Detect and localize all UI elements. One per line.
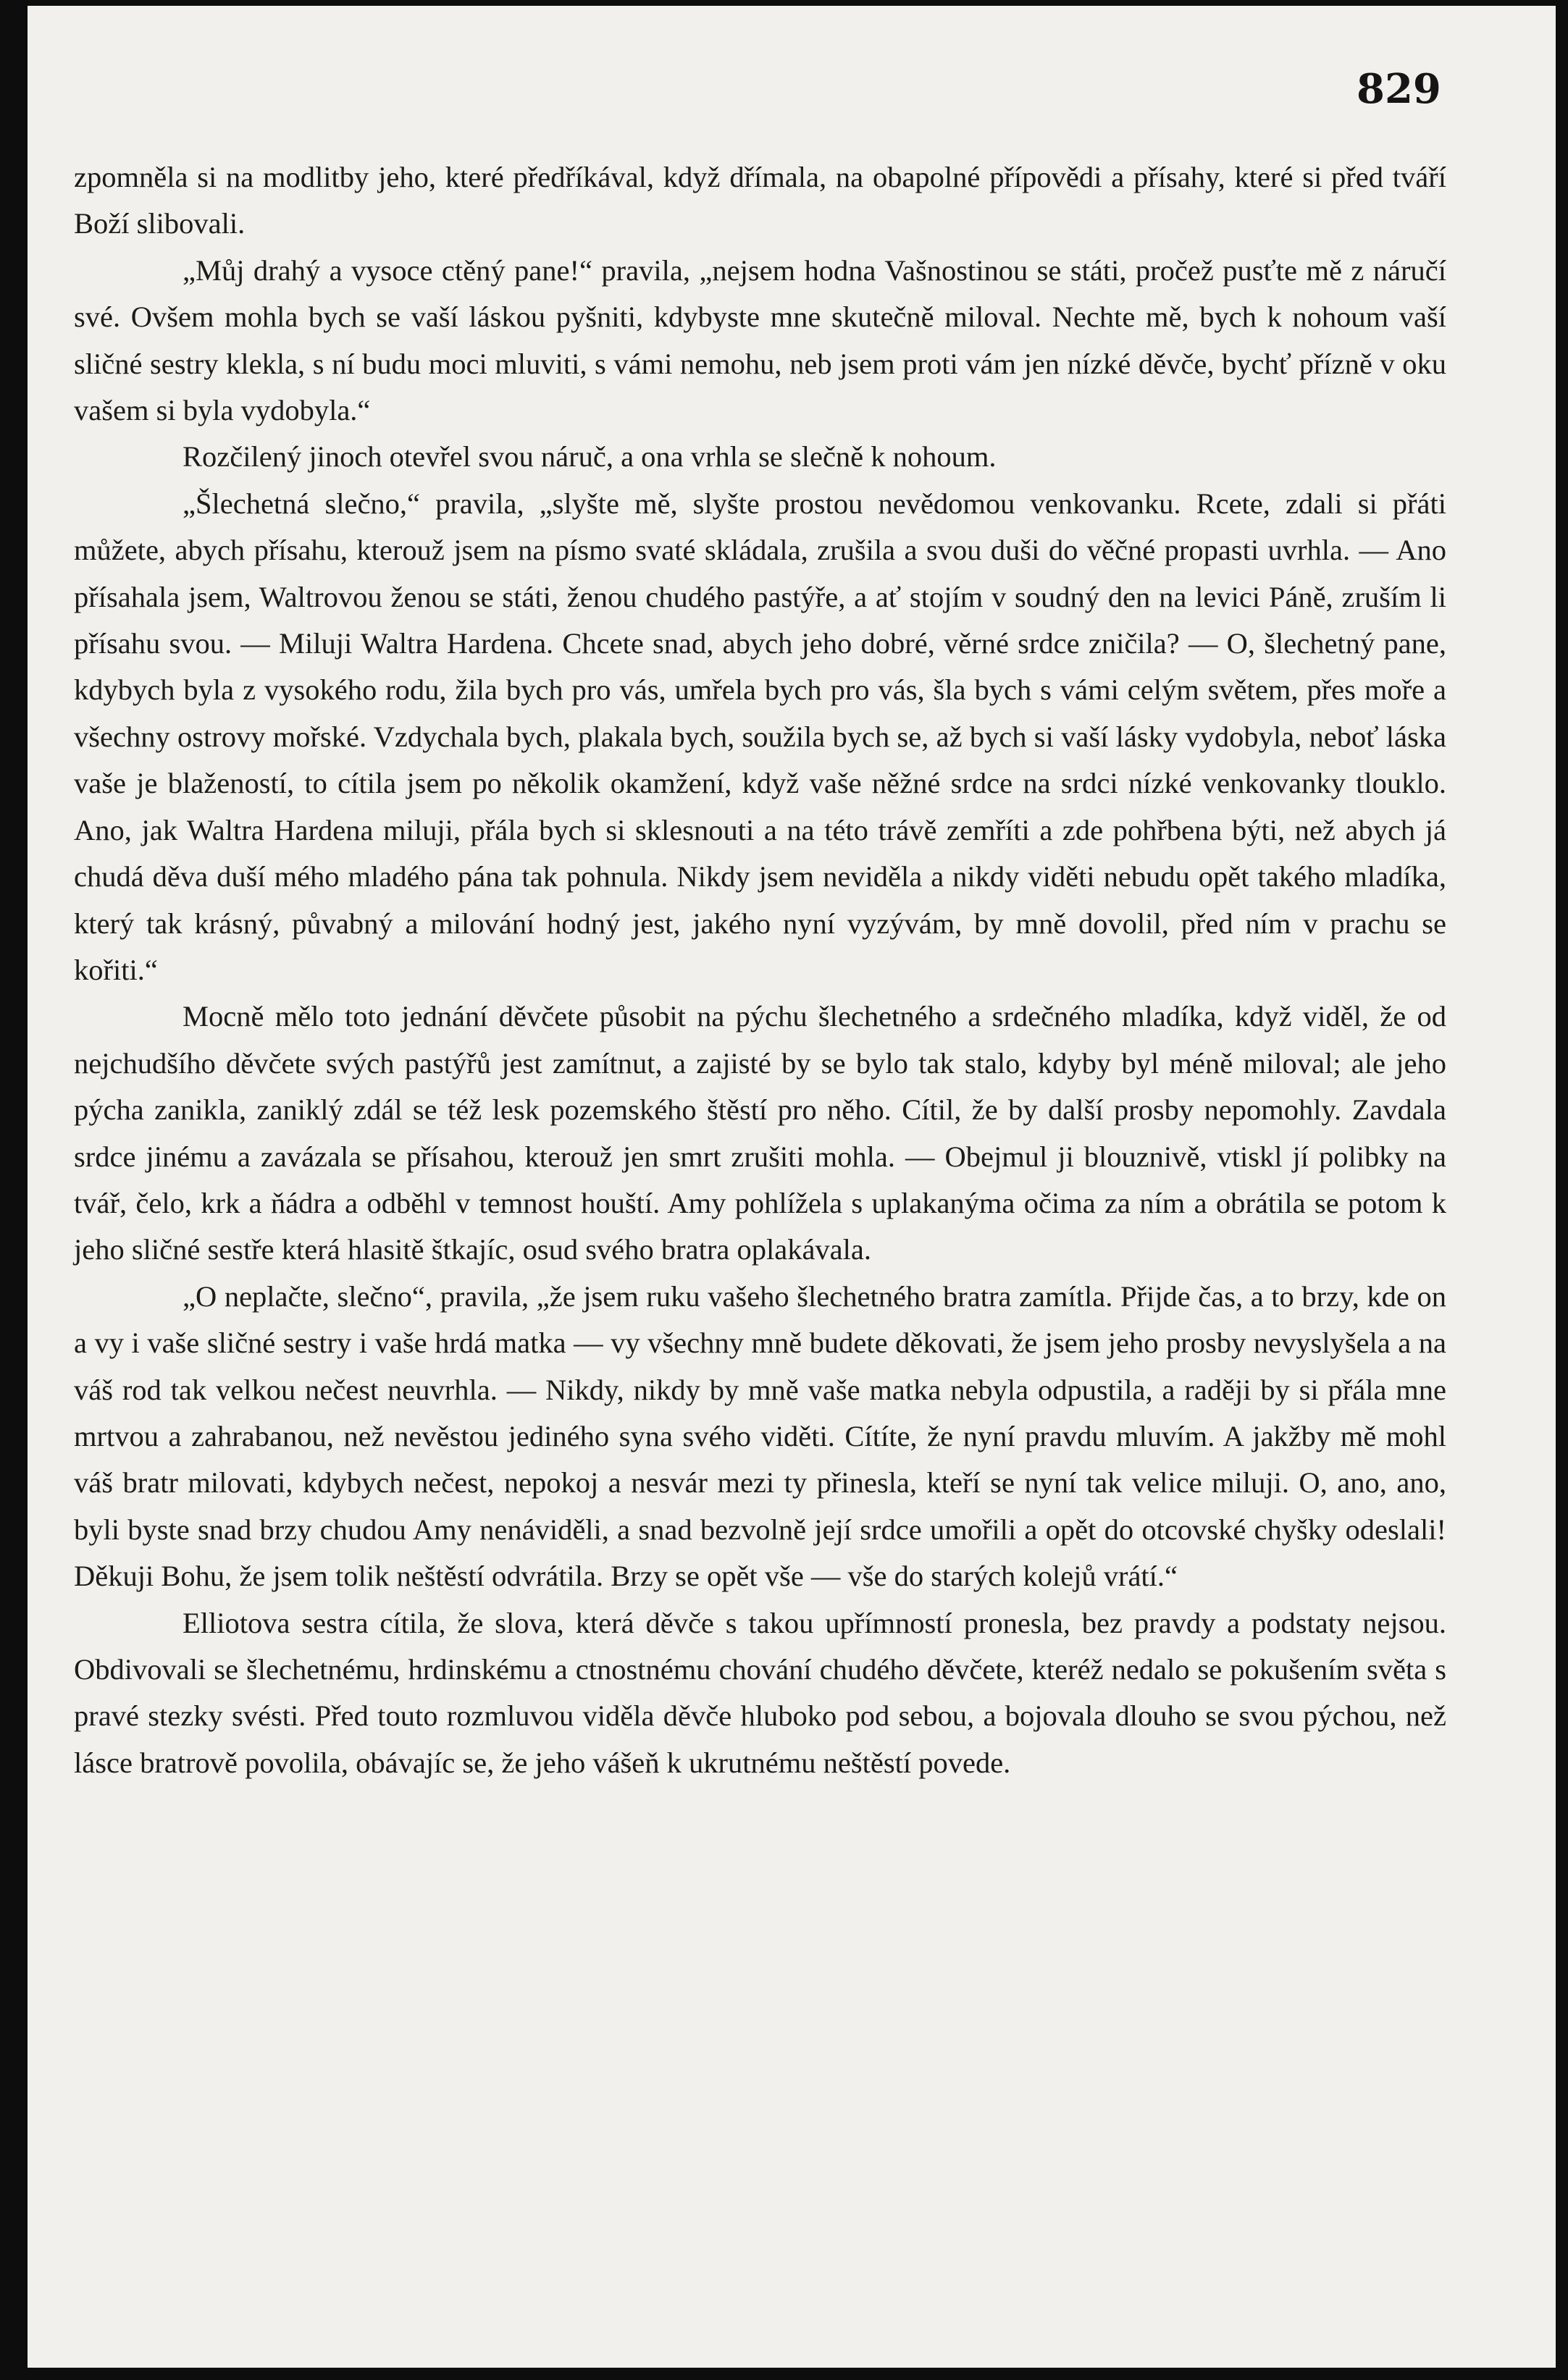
book-page: [28, 6, 1556, 2368]
paragraph: „O neplačte, slečno“, pravila, „že jsem ruku vašeho šlechetného bratra zamítla. Přijde čas, a to brzy, kde on a vy i vaše sličné sestry i vaše hrdá matka — vy všechny mně budete děkovati, že jsem jeho prosby nevyslyšela a na váš rod tak velkou nečest neuvrhla. — Nikdy, nikdy by mně vaše matka nebyla odpustila, a raději by si přála mne mrtvou a zahrabanou, než nevěstou jediného syna svého viděti. Cítíte, že nyní pravdu mluvím. A jakžby mě mohl váš bratr milovati, kdybych nečest, nepokoj a nesvár mezi ty přinesla, kteří se nyní tak velice miluji. O, ano, ano, byli byste snad brzy chudou Amy nenáviděli, a snad bezvolně její srdce umořili a opět do otcovské chyšky odeslali! Děkuji Bohu, že jsem tolik neštěstí odvrátila. Brzy se opět vše — vše do starých kolejů vrátí.“: [74, 1279, 1446, 1593]
text-body: [74, 154, 1446, 1786]
paragraph: Mocně mělo toto jednání děvčete působit na pýchu šlechetného a srdečného mladíka, když viděl, že od nejchudšího děvčete svých pastýřů jest zamítnut, a zajisté by se bylo tak stalo, kdyby byl méně miloval; ale jeho pýcha zanikla, zaniklý zdál se též lesk pozemského štěstí pro něho. Cítil, že by další prosby nepomohly. Zavdala srdce jinému a zavázala se přísahou, kterouž jen smrt zrušiti mohla. — Obejmul ji blouznivě, vtiskl jí polibky na tvář, čelo, krk a ňádra a odběhl v temnost houští. Amy pohlížela s uplakanýma očima za ním a obrátila se potom k jeho sličné sestře která hlasitě štkajíc, osud svého bratra oplakávala.: [74, 1000, 1446, 1266]
page-number: 829: [1357, 65, 1441, 113]
paragraph: „Šlechetná slečno,“ pravila, „slyšte mě, slyšte prostou nevědomou venkovanku. Rcete, zdali si přáti můžete, abych přísahu, kterouž jsem na písmo svaté skládala, zrušila a svou duši do věčné propasti uvrhla. — Ano přísahala jsem, Waltrovou ženou se státi, ženou chudého pastýře, a ať stojím v soudný den na levici Páně, zruším li přísahu svou. — Miluji Waltra Hardena. Chcete snad, abych jeho dobré, věrné srdce zničila? — O, šlechetný pane, kdybych byla z vysokého rodu, žila bych pro vás, umřela bych pro vás, šla bych s vámi celým světem, přes moře a všechny ostrovy mořské. Vzdychala bych, plakala bych, soužila bych se, až bych si vaší lásky vydobyla, neboť láska vaše je blažeností, to cítila jsem po několik okamžení, když vaše něžné srdce na srdci nízké venkovanky tlouklo. Ano, jak Waltra Hardena miluji, přála bych si sklesnouti a na této trávě zemříti a zde pohřbena býti, než abych já chudá děva duší mého mladého pána tak pohnula. Nikdy jsem neviděla a nikdy viděti nebudu opět takého mladíka, který tak krásný, půvabný a milování hodný jest, jakého nyní vyzývám, by mně dovolil, před ním v prachu se kořiti.“: [74, 487, 1446, 986]
paragraph: zpomněla si na modlitby jeho, které předříkával, když dřímala, na obapolné přípovědi a přísahy, které si před tváří Boží slibovali.: [74, 161, 1446, 240]
paragraph: Rozčilený jinoch otevřel svou náruč, a ona vrhla se slečně k nohoum.: [183, 440, 997, 474]
paragraph: Elliotova sestra cítila, že slova, která děvče s takou upřímností pronesla, bez pravdy a podstaty nejsou. Obdivovali se šlechetnému, hrdinskému a ctnostnému chování chudého děvčete, kteréž nedalo se pokušením světa s pravé stezky svésti. Před touto rozmluvou viděla děvče hluboko pod sebou, a bojovala dlouho se svou pýchou, než lásce bratrově povolila, obávajíc se, že jeho vášeň k ukrutnému neštěstí povede.: [74, 1606, 1446, 1779]
paragraph: „Můj drahý a vysoce ctěný pane!“ pravila, „nejsem hodna Vašnostinou se státi, pročež pusťte mě z náručí své. Ovšem mohla bych se vaší láskou pyšniti, kdybyste mne skutečně miloval. Nechte mě, bych k nohoum vaší sličné sestry klekla, s ní budu moci mluviti, s vámi nemohu, neb jsem proti vám jen nízké děvče, bychť přízně v oku vašem si byla vydobyla.“: [74, 253, 1446, 427]
